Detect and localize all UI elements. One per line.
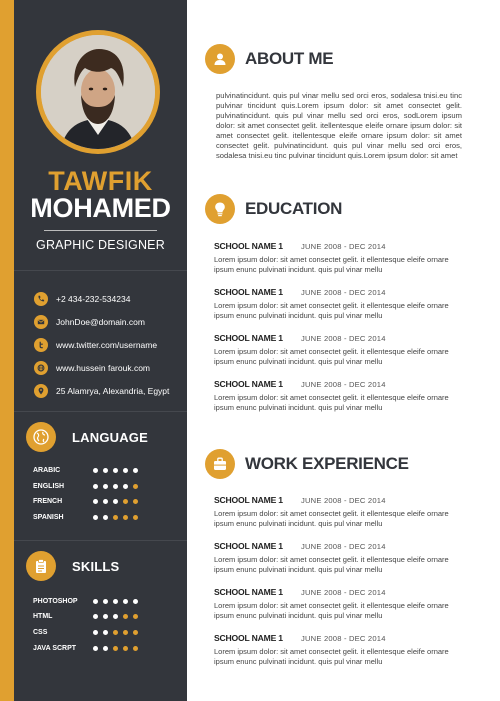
- rating-dot: [123, 646, 128, 651]
- entry-school: SCHOOL NAME 1: [214, 633, 283, 643]
- last-name: MOHAMED: [30, 193, 171, 223]
- rating-dot: [93, 468, 98, 473]
- briefcase-icon: [205, 449, 235, 479]
- contact-email[interactable]: [34, 315, 145, 329]
- rating-dot: [103, 646, 108, 651]
- work-entry: [214, 633, 464, 667]
- language-name: FRENCH: [33, 497, 63, 505]
- first-name: TAWFIK: [48, 166, 153, 196]
- skills-heading-label: SKILLS: [72, 558, 120, 574]
- divider: [14, 411, 187, 412]
- entry-dates: JUNE 2008 - DEC 2014: [301, 496, 386, 505]
- language-name: SPANISH: [33, 513, 64, 521]
- work-entry: [214, 541, 464, 575]
- work-entry: [214, 587, 464, 621]
- rating-dot: [93, 630, 98, 635]
- education-heading-label: EDUCATION: [245, 199, 343, 218]
- contact-phone-text: +2 434-232-534234: [56, 294, 131, 304]
- rating-dot: [123, 630, 128, 635]
- globe-icon: [34, 361, 48, 375]
- education-entry: [214, 333, 464, 367]
- rating-dot: [103, 468, 108, 473]
- skills-heading: [26, 551, 119, 581]
- rating-dots: [93, 499, 143, 504]
- rating-dots: [93, 484, 143, 489]
- rating-dot: [133, 499, 138, 504]
- skill-name: HTML: [33, 612, 53, 620]
- entry-dates: JUNE 2008 - DEC 2014: [301, 334, 386, 343]
- rating-dot: [103, 515, 108, 520]
- rating-dot: [133, 614, 138, 619]
- rating-dot: [103, 614, 108, 619]
- lightbulb-icon: [205, 194, 235, 224]
- rating-dot: [93, 646, 98, 651]
- skill-row-css: [33, 627, 173, 637]
- rating-dots: [93, 599, 143, 604]
- entry-description: Lorem ipsum dolor: sit amet consectet gelit. it ellentesque eleife ornare ipsum enunc pulvinati incidunt. quis pul vinar mellu: [214, 601, 449, 620]
- entry-dates: JUNE 2008 - DEC 2014: [301, 588, 386, 597]
- contact-website-text: www.hussein farouk.com: [56, 363, 151, 373]
- about-text: pulvinatincidunt. quis pul vinar mellu sed orci eros, sodalesa tnisi.eu tinc pulvinar tincidunt quis.Lorem ipsum dolor: sit amet consectet gelit. pulvinatincidunt. quis pul vinar mellu sed orci eros, sodLorem ipsum dolor: sit amet consectet gelit. itellentesque eleife ornare ipsum dolor: sit amet consectet gelit. itellentesque eleife ornare ipsum dolor: sit amet consectet gelit. pulvinatincidunt. quis pul vinar mellu sed orci eros, sodalesa tnisi.eu tinc pulvinar tincidunt quis.Lorem ipsum dolor: sit amet: [216, 91, 462, 160]
- language-heading-label: LANGUAGE: [72, 429, 148, 445]
- about-heading: [205, 44, 333, 74]
- contact-twitter-text: www.twitter.com/username: [56, 340, 158, 350]
- rating-dot: [113, 484, 118, 489]
- entry-dates: JUNE 2008 - DEC 2014: [301, 288, 386, 297]
- entry-description: Lorem ipsum dolor: sit amet consectet gelit. it ellentesque eleife ornare ipsum enunc pulvinati incidunt. quis pul vinar mellu: [214, 393, 449, 412]
- language-row-spanish: [33, 512, 173, 522]
- entry-school: SCHOOL NAME 1: [214, 495, 283, 505]
- contact-email-text: JohnDoe@domain.com: [56, 317, 145, 327]
- email-icon: [34, 315, 48, 329]
- rating-dot: [123, 515, 128, 520]
- entry-school: SCHOOL NAME 1: [214, 541, 283, 551]
- twitter-icon: [34, 338, 48, 352]
- accent-strip: [0, 0, 14, 701]
- skill-name: JAVA SCRPT: [33, 644, 77, 652]
- entry-description: Lorem ipsum dolor: sit amet consectet gelit. it ellentesque eleife ornare ipsum enunc pulvinati incidunt. quis pul vinar mellu: [214, 255, 449, 274]
- rating-dot: [93, 614, 98, 619]
- rating-dot: [103, 630, 108, 635]
- rating-dot: [123, 599, 128, 604]
- rating-dots: [93, 515, 143, 520]
- rating-dot: [133, 646, 138, 651]
- rating-dot: [113, 499, 118, 504]
- contact-address: [34, 384, 169, 398]
- rating-dot: [133, 484, 138, 489]
- contact-phone: [34, 292, 130, 306]
- rating-dots: [93, 614, 143, 619]
- location-icon: [34, 384, 48, 398]
- name-divider: [44, 230, 157, 231]
- entry-dates: JUNE 2008 - DEC 2014: [301, 634, 386, 643]
- rating-dot: [123, 614, 128, 619]
- rating-dot: [103, 484, 108, 489]
- rating-dot: [113, 614, 118, 619]
- skill-row-photoshop: [33, 596, 173, 606]
- rating-dots: [93, 468, 143, 473]
- work-entry: [214, 495, 464, 529]
- entry-school: SCHOOL NAME 1: [214, 379, 283, 389]
- rating-dot: [103, 499, 108, 504]
- profile-photo-frame: [36, 30, 160, 154]
- education-heading: [205, 194, 342, 224]
- rating-dot: [133, 630, 138, 635]
- globe-icon: [26, 422, 56, 452]
- rating-dot: [113, 599, 118, 604]
- entry-school: SCHOOL NAME 1: [214, 241, 283, 251]
- language-row-english: [33, 481, 173, 491]
- contact-address-text: 25 Alamrya, Alexandria, Egypt: [56, 386, 170, 396]
- profile-photo: [41, 35, 155, 149]
- rating-dot: [113, 515, 118, 520]
- rating-dot: [113, 468, 118, 473]
- rating-dot: [93, 484, 98, 489]
- divider: [14, 270, 187, 271]
- entry-school: SCHOOL NAME 1: [214, 333, 283, 343]
- language-name: ARABIC: [33, 466, 61, 474]
- entry-school: SCHOOL NAME 1: [214, 587, 283, 597]
- rating-dot: [103, 599, 108, 604]
- rating-dots: [93, 646, 143, 651]
- contact-website[interactable]: [34, 361, 150, 375]
- rating-dot: [93, 515, 98, 520]
- language-row-arabic: [33, 465, 173, 475]
- rating-dot: [133, 515, 138, 520]
- job-title: GRAPHIC DESIGNER: [36, 238, 165, 252]
- education-entry: [214, 287, 464, 321]
- work-heading: [205, 449, 409, 479]
- skill-name: CSS: [33, 628, 48, 636]
- skill-row-html: [33, 611, 173, 621]
- skill-name: PHOTOSHOP: [33, 597, 78, 605]
- clipboard-icon: [26, 551, 56, 581]
- rating-dot: [123, 499, 128, 504]
- rating-dot: [133, 468, 138, 473]
- entry-description: Lorem ipsum dolor: sit amet consectet gelit. it ellentesque eleife ornare ipsum enunc pulvinati incidunt. quis pul vinar mellu: [214, 647, 449, 666]
- rating-dot: [93, 499, 98, 504]
- language-heading: [26, 422, 148, 452]
- user-icon: [205, 44, 235, 74]
- phone-icon: [34, 292, 48, 306]
- sidebar: [14, 0, 187, 701]
- rating-dot: [123, 468, 128, 473]
- rating-dots: [93, 630, 143, 635]
- education-entry: [214, 241, 464, 275]
- entry-dates: JUNE 2008 - DEC 2014: [301, 542, 386, 551]
- entry-description: Lorem ipsum dolor: sit amet consectet gelit. it ellentesque eleife ornare ipsum enunc pulvinati incidunt. quis pul vinar mellu: [214, 555, 449, 574]
- rating-dot: [113, 630, 118, 635]
- entry-school: SCHOOL NAME 1: [214, 287, 283, 297]
- education-entry: [214, 379, 464, 413]
- entry-description: Lorem ipsum dolor: sit amet consectet gelit. it ellentesque eleife ornare ipsum enunc pulvinati incidunt. quis pul vinar mellu: [214, 347, 449, 366]
- language-name: ENGLISH: [33, 482, 65, 490]
- rating-dot: [113, 646, 118, 651]
- about-heading-label: ABOUT ME: [245, 49, 334, 68]
- divider: [14, 540, 187, 541]
- entry-description: Lorem ipsum dolor: sit amet consectet gelit. it ellentesque eleife ornare ipsum enunc pulvinati incidunt. quis pul vinar mellu: [214, 301, 449, 320]
- skill-row-javascript: [33, 643, 173, 653]
- rating-dot: [123, 484, 128, 489]
- entry-description: Lorem ipsum dolor: sit amet consectet gelit. it ellentesque eleife ornare ipsum enunc pulvinati incidunt. quis pul vinar mellu: [214, 509, 449, 528]
- entry-dates: JUNE 2008 - DEC 2014: [301, 380, 386, 389]
- entry-dates: JUNE 2008 - DEC 2014: [301, 242, 386, 251]
- work-heading-label: WORK EXPERIENCE: [245, 454, 409, 473]
- rating-dot: [93, 599, 98, 604]
- language-row-french: [33, 496, 173, 506]
- contact-twitter[interactable]: [34, 338, 157, 352]
- rating-dot: [133, 599, 138, 604]
